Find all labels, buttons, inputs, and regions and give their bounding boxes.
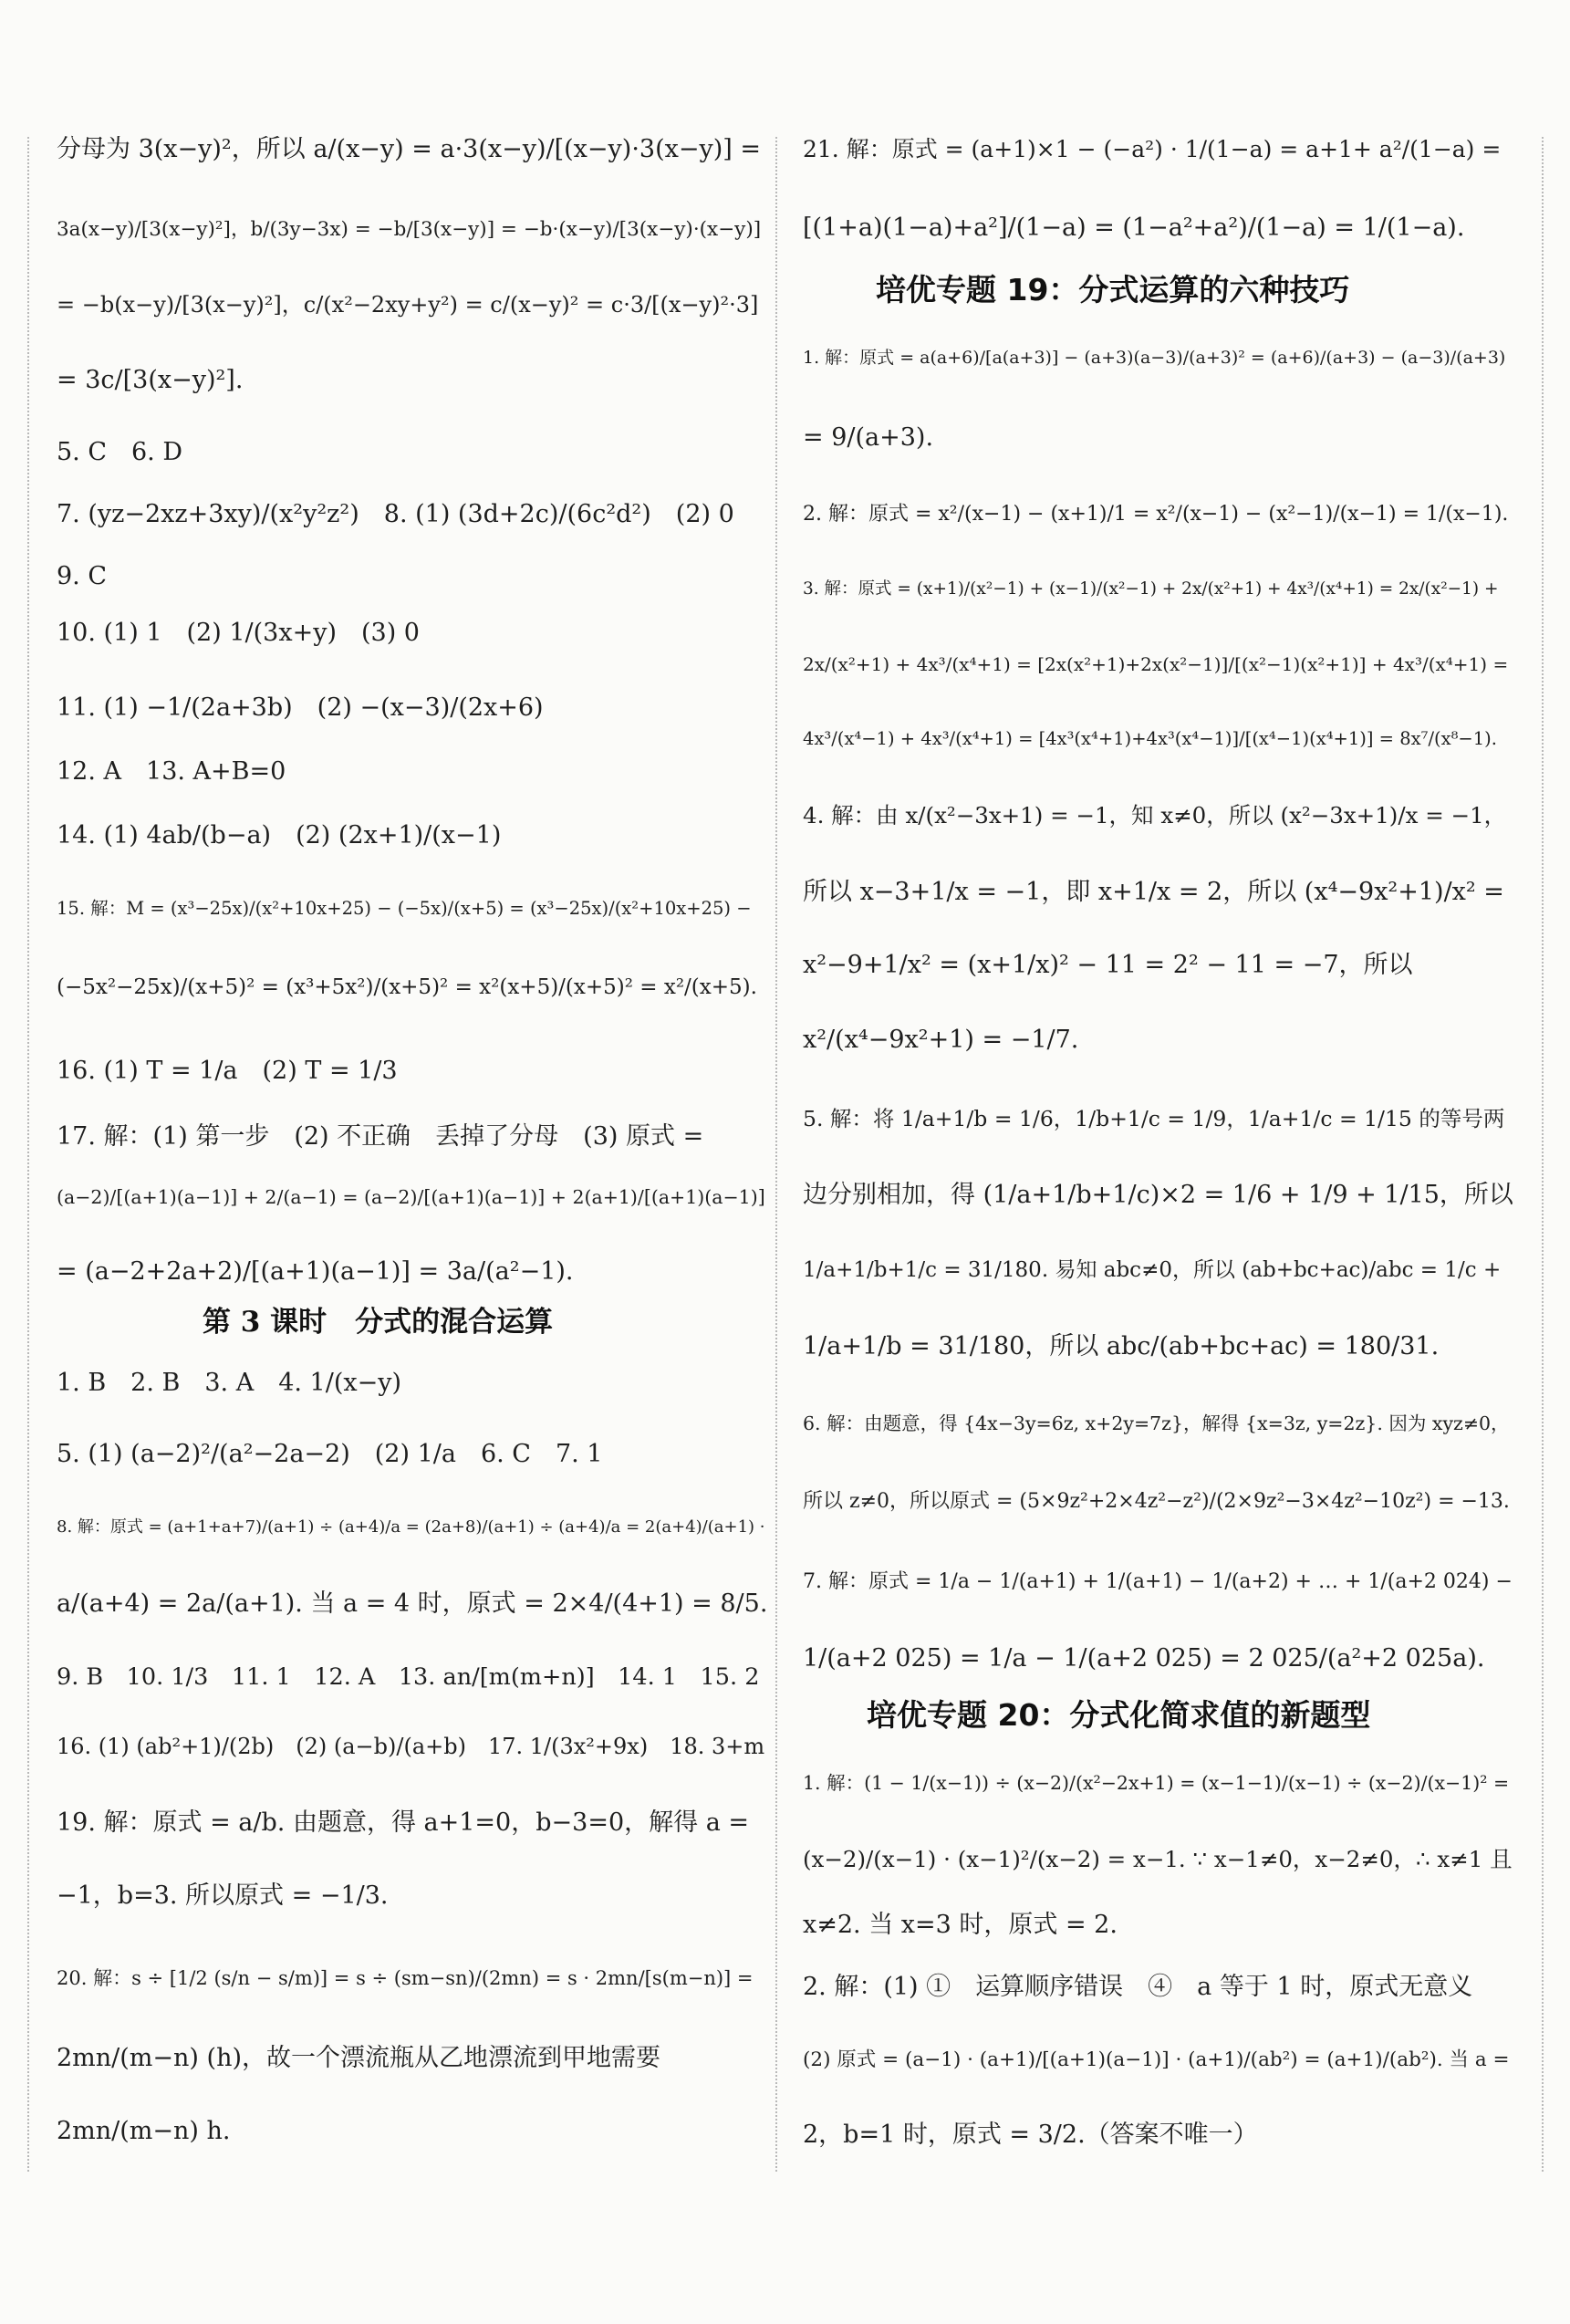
answer-line: = 9/(a+3). [803,423,934,452]
answer-line: 20. 解：s ÷ [1/2 (s/n − s/m)] = s ÷ (sm−sn)/(2mn) = s · 2mn/[s(m−n)] = [57,1967,754,1989]
answer-line: 10. (1) 1 (2) 1/(3x+y) (3) 0 [57,619,420,647]
answer-line: 5. (1) (a−2)²/(a²−2a−2) (2) 1/a 6. C 7. 1 [57,1440,603,1468]
answer-line: −1，b=3. 所以原式 = −1/3. [57,1881,389,1910]
answer-line: 1. 解：原式 = a(a+6)/[a(a+3)] − (a+3)(a−3)/(a+3)² = (a+6)/(a+3) − (a−3)/(a+3) [803,348,1506,368]
answer-line: 7. 解：原式 = 1/a − 1/(a+1) + 1/(a+1) − 1/(a+2) + … + 1/(a+2 024) − [803,1570,1513,1593]
answer-line: 6. 解：由题意，得 {4x−3y=6z, x+2y=7z}，解得 {x=3z, y=2z}. 因为 xyz≠0， [803,1412,1510,1434]
answer-line: (a−2)/[(a+1)(a−1)] + 2/(a−1) = (a−2)/[(a+1)(a−1)] + 2(a+1)/[(a+1)(a−1)] [57,1186,765,1208]
answer-line: 4. 解：由 x/(x²−3x+1) = −1，知 x≠0，所以 (x²−3x+1)/x = −1， [803,802,1507,829]
left-column [57,108,768,2188]
answer-line: x²/(x⁴−9x²+1) = −1/7. [803,1026,1079,1054]
left-margin-rule [27,137,29,2172]
answer-line: = −b(x−y)/[3(x−y)²]，c/(x²−2xy+y²) = c/(x−y)² = c·3/[(x−y)²·3] [57,292,759,318]
right-column [803,108,1514,2188]
answer-line: 2x/(x²+1) + 4x³/(x⁴+1) = [2x(x²+1)+2x(x²−1)]/[(x²−1)(x²+1)] + 4x³/(x⁴+1) = [803,653,1509,675]
answer-line: [(1+a)(1−a)+a²]/(1−a) = (1−a²+a²)/(1−a) = 1/(1−a). [803,214,1465,242]
answer-line: 7. (yz−2xz+3xy)/(x²y²z²) 8. (1) (3d+2c)/(6c²d²) (2) 0 [57,500,734,528]
answer-line: 2mn/(m−n) h. [57,2117,231,2145]
answer-line: 5. C 6. D [57,438,182,466]
answer-line: 所以 x−3+1/x = −1，即 x+1/x = 2，所以 (x⁴−9x²+1)/x² = [803,878,1504,906]
answer-line: x≠2. 当 x=3 时，原式 = 2. [803,1911,1118,1939]
answer-line: 分母为 3(x−y)²，所以 a/(x−y) = a·3(x−y)/[(x−y)·3(x−y)] = [57,135,761,163]
answer-line: 12. A 13. A+B=0 [57,757,286,786]
answer-line: 17. 解：(1) 第一步 (2) 不正确 丢掉了分母 (3) 原式 = [57,1122,704,1151]
answer-line: 2，b=1 时，原式 = 3/2.（答案不唯一） [803,2121,1258,2149]
answer-line: 1/a+1/b+1/c = 31/180. 易知 abc≠0，所以 (ab+bc+ac)/abc = 1/c + [803,1258,1502,1282]
answer-line: 9. B 10. 1/3 11. 1 12. A 13. an/[m(m+n)] 14. 1 15. 2 [57,1663,760,1691]
answer-line: a/(a+4) = 2a/(a+1). 当 a = 4 时，原式 = 2×4/(4+1) = 8/5. [57,1589,768,1618]
answer-line: 14. (1) 4ab/(b−a) (2) (2x+1)/(x−1) [57,821,502,849]
answer-line: 2. 解：原式 = x²/(x−1) − (x+1)/1 = x²/(x−1) − (x²−1)/(x−1) = 1/(x−1). [803,503,1509,526]
answer-line: 21. 解：原式 = (a+1)×1 − (−a²) · 1/(1−a) = a+1+ a²/(1−a) = [803,136,1502,162]
answer-line: 1/(a+2 025) = 1/a − 1/(a+2 025) = 2 025/(a²+2 025a). [803,1644,1485,1673]
answer-line: 11. (1) −1/(2a+3b) (2) −(x−3)/(2x+6) [57,693,544,722]
answer-line: 9. C [57,562,108,590]
answer-line: 3a(x−y)/[3(x−y)²]，b/(3y−3x) = −b/[3(x−y)] = −b·(x−y)/[3(x−y)·(x−y)] [57,218,762,241]
right-margin-rule [1542,137,1544,2172]
section-heading-20: 培优专题 20：分式化简求值的新题型 [867,1697,1371,1733]
answer-line: = 3c/[3(x−y)²]. [57,366,244,394]
answer-line: 19. 解：原式 = a/b. 由题意，得 a+1=0，b−3=0，解得 a = [57,1808,750,1837]
answer-line: 所以 z≠0，所以原式 = (5×9z²+2×4z²−z²)/(2×9z²−3×4z²−10z²) = −13. [803,1490,1510,1513]
answer-line: 4x³/(x⁴−1) + 4x³/(x⁴+1) = [4x³(x⁴+1)+4x³(x⁴−1)]/[(x⁴−1)(x⁴+1)] = 8x⁷/(x⁸−1). [803,728,1497,749]
section-title: 第 3 课时 分式的混合运算 [203,1306,554,1339]
column-divider [775,137,777,2172]
answer-line: 1. B 2. B 3. A 4. 1/(x−y) [57,1369,401,1397]
answer-line: 5. 解：将 1/a+1/b = 1/6，1/b+1/c = 1/9，1/a+1/c = 1/15 的等号两 [803,1106,1505,1131]
answer-line: 16. (1) T = 1/a (2) T = 1/3 [57,1057,398,1085]
answer-line: 1/a+1/b = 31/180，所以 abc/(ab+bc+ac) = 180/31. [803,1332,1440,1360]
answer-line: 边分别相加，得 (1/a+1/b+1/c)×2 = 1/6 + 1/9 + 1/15，所以 [803,1181,1513,1209]
answer-line: x²−9+1/x² = (x+1/x)² − 11 = 2² − 11 = −7，所以 [803,951,1413,979]
answer-line: 1. 解：(1 − 1/(x−1)) ÷ (x−2)/(x²−2x+1) = (x−1−1)/(x−1) ÷ (x−2)/(x−1)² = [803,1772,1510,1794]
answer-line: 3. 解：原式 = (x+1)/(x²−1) + (x−1)/(x²−1) + 2x/(x²+1) + 4x³/(x⁴+1) = 2x/(x²−1) + [803,579,1499,599]
answer-line: = (a−2+2a+2)/[(a+1)(a−1)] = 3a/(a²−1). [57,1257,574,1286]
answer-line: 2. 解：(1) ① 运算顺序错误 ④ a 等于 1 时，原式无意义 [803,1973,1473,2001]
answer-line: 15. 解：M = (x³−25x)/(x²+10x+25) − (−5x)/(x+5) = (x³−25x)/(x²+10x+25) − [57,898,752,919]
answer-line: (x−2)/(x−1) · (x−1)²/(x−2) = x−1. ∵ x−1≠0，x−2≠0，∴ x≠1 且 [803,1846,1513,1872]
answer-line: 8. 解：原式 = (a+1+a+7)/(a+1) ÷ (a+4)/a = (2a+8)/(a+1) ÷ (a+4)/a = 2(a+4)/(a+1) · [57,1517,765,1537]
answer-line: 2mn/(m−n) (h)，故一个漂流瓶从乙地漂流到甲地需要 [57,2044,660,2072]
answer-line: (2) 原式 = (a−1) · (a+1)/[(a+1)(a−1)] · (a+1)/(ab²) = (a+1)/(ab²). 当 a = [803,2048,1510,2071]
section-heading-19: 培优专题 19：分式运算的六种技巧 [876,272,1350,307]
answer-line: (−5x²−25x)/(x+5)² = (x³+5x²)/(x+5)² = x²(x+5)/(x+5)² = x²/(x+5). [57,975,757,999]
answer-line: 16. (1) (ab²+1)/(2b) (2) (a−b)/(a+b) 17. 1/(3x²+9x) 18. 3+m [57,1734,765,1759]
